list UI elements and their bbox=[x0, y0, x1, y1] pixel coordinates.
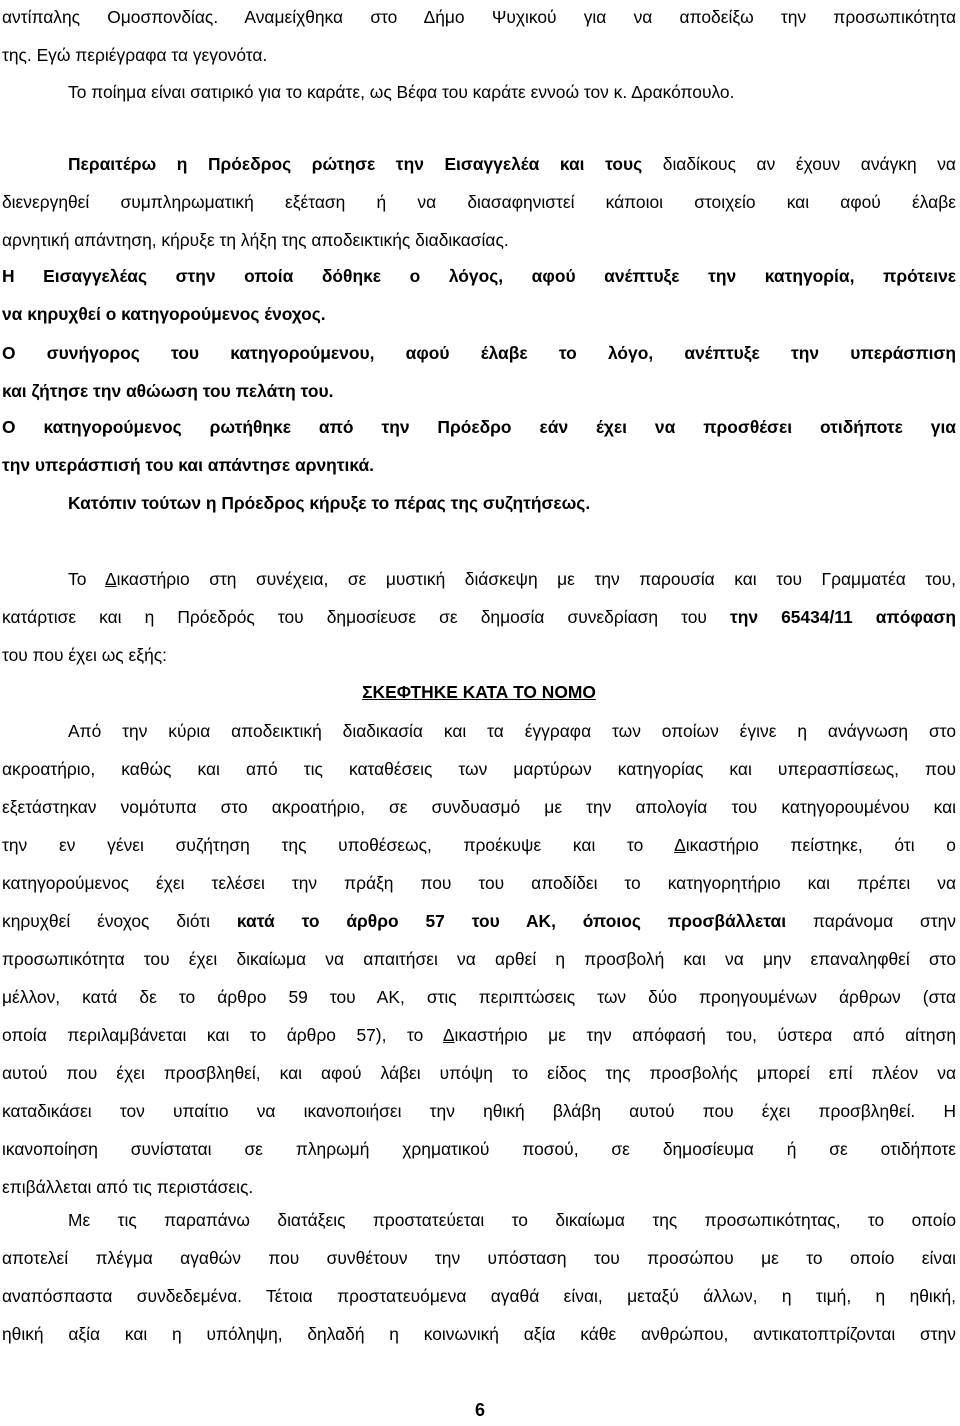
heading-text: ΣΚΕΦΤΗΚΕ ΚΑΤΑ ΤΟ ΝΟΜΟ bbox=[362, 682, 596, 702]
text-line bbox=[2, 598, 956, 636]
text-span: ικαστήριο με την απόφασή του, ύστερα από αίτηση bbox=[454, 1025, 956, 1045]
text-span: παράνομα στην bbox=[786, 911, 956, 931]
text-line bbox=[2, 826, 956, 864]
text-span: κηρυχθεί ένοχος διότι bbox=[2, 911, 237, 931]
text-line bbox=[2, 1016, 956, 1054]
text-line: αρνητική απάντηση, κήρυξε τη λήξη της αποδεικτικής διαδικασίας. bbox=[2, 230, 509, 250]
underlined-text: Δ bbox=[674, 835, 686, 855]
underlined-text: Δ bbox=[104, 569, 117, 589]
text-line: Το ποίημα είναι σατιρικό για το καράτε, ως Βέφα του καράτε εννοώ τον κ. Δρακόπουλο. bbox=[68, 82, 735, 102]
paragraph-reasoning bbox=[2, 712, 956, 1206]
text-line: αυτού που έχει προσβληθεί, και αφού λάβει υπόψη το είδος της προσβολής μπορεί επί πλέον να bbox=[2, 1063, 956, 1083]
text-line: καταδικάσει τον υπαίτιο να ικανοποιήσει την ηθική βλάβη αυτού που έχει προσβληθεί. Η bbox=[2, 1101, 956, 1121]
text-line: να κηρυχθεί ο κατηγορούμενος ένοχος. bbox=[2, 304, 326, 324]
text-line bbox=[2, 902, 956, 940]
page-number: 6 bbox=[474, 1400, 485, 1420]
text-line: αναπόσπαστα συνδεδεμένα. Τέτοια προστατευόμενα αγαθά είναι, μεταξύ άλλων, η τιμή, η ηθική, bbox=[2, 1286, 956, 1306]
text-line: Η Εισαγγελέας στην οποία δόθηκε ο λόγος, αφού ανέπτυξε την κατηγορία, πρότεινε bbox=[2, 266, 956, 286]
paragraph-protection bbox=[2, 1201, 956, 1353]
text-line bbox=[2, 145, 956, 183]
underlined-text: Δ bbox=[442, 1025, 455, 1045]
text-span: διαδίκους αν έχουν ανάγκη να bbox=[642, 154, 956, 174]
bold-text: την 65434/11 απόφαση bbox=[729, 607, 956, 627]
text-span: οποία περιλαμβάνεται και το άρθρο 57), το bbox=[2, 1025, 443, 1045]
text-line: προσωπικότητα του έχει δικαίωμα να απαιτήσει να αρθεί η προσβολή και να μην επαναληφθεί στο bbox=[2, 949, 956, 969]
paragraph-president bbox=[2, 145, 956, 259]
text-line: Κατόπιν τούτων η Πρόεδρος κήρυξε το πέρας της συζητήσεως. bbox=[68, 493, 591, 513]
text-line: ηθική αξία και η υπόληψη, δηλαδή η κοινωνική αξία κάθε ανθρώπου, αντικατοπτρίζονται στην bbox=[2, 1324, 956, 1344]
text-span: Το bbox=[68, 569, 105, 589]
paragraph-defense bbox=[2, 334, 956, 410]
text-span: ικαστήριο στη συνέχεια, σε μυστική διάσκεψη με την παρουσία και του Γραμματέα του, bbox=[116, 569, 956, 589]
text-line: μέλλον, κατά δε το άρθρο 59 του ΑΚ, στις περιπτώσεις των δύο προηγουμένων άρθρων (στα bbox=[2, 987, 956, 1007]
text-line: αποτελεί πλέγμα αγαθών που συνθέτουν την υπόσταση του προσώπου με το οποίο είναι bbox=[2, 1248, 956, 1268]
text-line: Με τις παραπάνω διατάξεις προστατεύεται το δικαίωμα της προσωπικότητας, το οποίο bbox=[68, 1210, 956, 1230]
paragraph-accused bbox=[2, 408, 956, 484]
paragraph-end bbox=[2, 484, 956, 522]
text-line: ακροατήριο, καθώς και από τις καταθέσεις των μαρτύρων κατηγορίας και υπερασπίσεως, που bbox=[2, 759, 956, 779]
bold-text: Περαιτέρω η Πρόεδρος ρώτησε την Εισαγγελέα και τους bbox=[68, 154, 643, 174]
text-line: επιβάλλεται από τις περιστάσεις. bbox=[2, 1177, 254, 1197]
text-line: εξετάστηκαν νομότυπα στο ακροατήριο, σε συνδυασμό με την απολογία του κατηγορουμένου και bbox=[2, 797, 956, 817]
text-span: την εν γένει συζήτηση της υποθέσεως, προέκυψε και το bbox=[2, 835, 675, 855]
text-line: την υπεράσπισή του και απάντησε αρνητικά. bbox=[2, 455, 374, 475]
text-line: Ο κατηγορούμενος ρωτήθηκε από την Πρόεδρο εάν έχει να προσθέσει οτιδήποτε για bbox=[2, 417, 956, 437]
paragraph-intro bbox=[2, 0, 956, 112]
text-line: της. Εγώ περιέγραφα τα γεγονότα. bbox=[2, 44, 268, 65]
text-span: ικαστήριο πείστηκε, ότι ο bbox=[685, 835, 956, 855]
text-line: και ζήτησε την αθώωση του πελάτη του. bbox=[2, 381, 334, 401]
text-line: αντίπαλης Ομοσπονδίας. Αναμείχθηκα στο Δήμο Ψυχικού για να αποδείξω την προσωπικότητα bbox=[2, 7, 956, 27]
text-line: ικανοποίηση συνίσταται σε πληρωμή χρηματικού ποσού, σε δημοσίευμα ή σε οτιδήποτε bbox=[2, 1139, 956, 1159]
text-line: διενεργηθεί συμπληρωματική εξέταση ή να διασαφηνιστεί κάποιοι στοιχείο και αφού έλαβε bbox=[2, 192, 956, 212]
text-line bbox=[2, 560, 956, 598]
text-line: κατηγορούμενος έχει τελέσει την πράξη που του αποδίδει το κατηγορητήριο και πρέπει να bbox=[2, 873, 956, 893]
text-span: κατάρτισε και η Πρόεδρός του δημοσίευσε σε δημοσία συνεδρίαση του bbox=[2, 607, 730, 627]
paragraph-prosecutor bbox=[2, 257, 956, 333]
bold-text: κατά το άρθρο 57 του ΑΚ, όποιος προσβάλλεται bbox=[236, 911, 787, 931]
paragraph-court bbox=[2, 560, 956, 674]
text-line: Ο συνήγορος του κατηγορούμενου, αφού έλαβε το λόγο, ανέπτυξε την υπεράσπιση bbox=[2, 343, 956, 363]
text-line: του που έχει ως εξής: bbox=[2, 645, 167, 665]
section-heading bbox=[2, 673, 956, 711]
text-line: Από την κύρια αποδεικτική διαδικασία και τα έγγραφα των οποίων έγινε η ανάγνωση στο bbox=[68, 721, 956, 741]
